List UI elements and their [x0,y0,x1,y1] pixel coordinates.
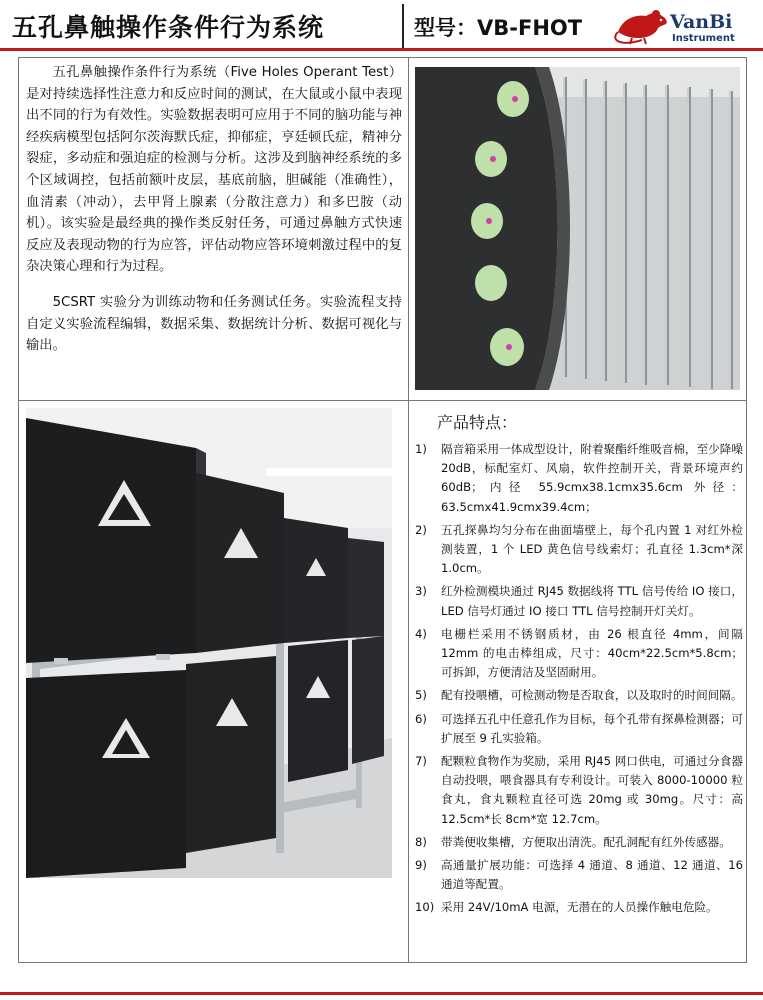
list-item-text: 带粪便收集槽，方便取出清洗。配孔洞配有红外传感器。 [441,834,731,849]
list-item-text: 采用 24V/10mA 电源，无潜在的人员操作触电危险。 [441,900,718,915]
list-item-number: 8) [415,834,427,849]
logo-wordmark: VanBi [670,11,733,33]
list-item-number: 4) [415,626,427,641]
list-item-text: 高通量扩展功能：可选择 4 通道、8 通道、12 通道、16 通道等配置。 [441,858,743,892]
list-item-text: 配有投喂槽，可检测动物是否取食，以及取时的时间间隔。 [441,688,743,703]
list-item-text: 可选择五孔中任意孔作为目标，每个孔带有探鼻检测器；可扩展至 9 孔实验箱。 [441,711,743,745]
list-item [415,710,743,748]
list-item-number: 10) [415,900,435,915]
table-column-divider [408,57,409,963]
features-list [415,440,743,922]
five-holes-chamber-photo [415,67,740,390]
list-item-text: 红外检测模块通过 RJ45 数据线将 TTL 信号传给 IO 接口，LED 信号灯通过 IO 接口 TTL 信号控制开灯关灯。 [441,584,743,618]
list-item [415,440,743,517]
list-item-text: 电栅栏采用不锈钢质材，由 26 根直径 4mm，间隔 12mm 的电击棒组成，尺寸：40cm*22.5cm*5.8cm；可拆卸，方便清洁及坚固耐用。 [441,626,743,680]
features-title: 产品特点： [437,413,518,432]
list-item-number: 5) [415,688,427,703]
list-item-number: 3) [415,584,427,599]
model-number: 型号：VB-FHOT [414,16,583,40]
list-item [415,898,743,917]
list-item [415,582,743,620]
page-header [0,0,763,50]
list-item-number: 6) [415,711,427,726]
list-item [415,625,743,683]
list-item-number: 9) [415,858,427,873]
table-row-divider [18,400,747,401]
intro-paragraph-1: 五孔鼻触操作条件行为系统（Five Holes Operant Test）是对持续选择性注意力和反应时间的测试，在大鼠或小鼠中表现出不同的行为有效性。实验数据表明可应用于不同的脑功能与神经疾病模型包括阿尔茨海默氏症，抑郁症，亨廷顿氏症，精神分裂症，多动症和强迫症的检测与分析。这涉及到脑神经系统的多个区域调控，包括前额叶皮层，基底前脑，胆碱能（准确性），血清素（冲动），去甲肾上腺素（分散注意力）和多巴胺（动机）。该实验是最经典的操作类反射任务，可通过鼻触方式快速反应及表现动物的行为应答，评估动物应答环境刺激过程中的复杂决策心理和行为过程。 [26,65,402,275]
list-item-text: 配颗粒食物作为奖励，采用 RJ45 网口供电，可通过分食器自动投喂，喂食器具有专利设计。可装入 8000-10000 粒食丸，食丸颗粒直径可选 20mg 或 30mg。尺寸：高 12.5cm*长 8cm*宽 12.7cm。 [441,754,743,826]
intro-text [26,62,402,357]
header-divider [402,4,404,48]
rat-logo-icon [612,2,672,46]
logo-subtitle: Instrument [672,33,735,44]
brand-logo [612,2,760,48]
list-item-number: 7) [415,754,427,769]
list-item-text: 隔音箱采用一体成型设计，附着聚酯纤维吸音棉，至少降噪 20dB，标配室灯、风扇，软件控制开关，背景环境声约 60dB；内径 55.9cmx38.1cmx35.6cm 外径：63.5cmx41.9cmx39.4cm； [441,442,743,514]
header-rule [0,48,763,51]
list-item [415,752,743,829]
page-title: 五孔鼻触操作条件行为系统 [12,13,325,42]
sound-attenuating-enclosures-photo [26,408,392,878]
list-item-text: 五孔探鼻均匀分布在曲面墙壁上，每个孔内置 1 对红外检测装置，1 个 LED 黄色信号线索灯；孔直径 1.3cm*深 1.0cm。 [441,522,743,576]
list-item [415,833,743,852]
list-item [415,856,743,894]
list-item [415,686,743,705]
list-item [415,521,743,579]
list-item-number: 2) [415,522,427,537]
intro-paragraph-2: 5CSRT 实验分为训练动物和任务测试任务。实验流程支持自定义实验流程编辑，数据采集、数据统计分析、数据可视化与输出。 [26,294,402,354]
footer-rule [0,992,763,995]
list-item-number: 1) [415,442,427,456]
